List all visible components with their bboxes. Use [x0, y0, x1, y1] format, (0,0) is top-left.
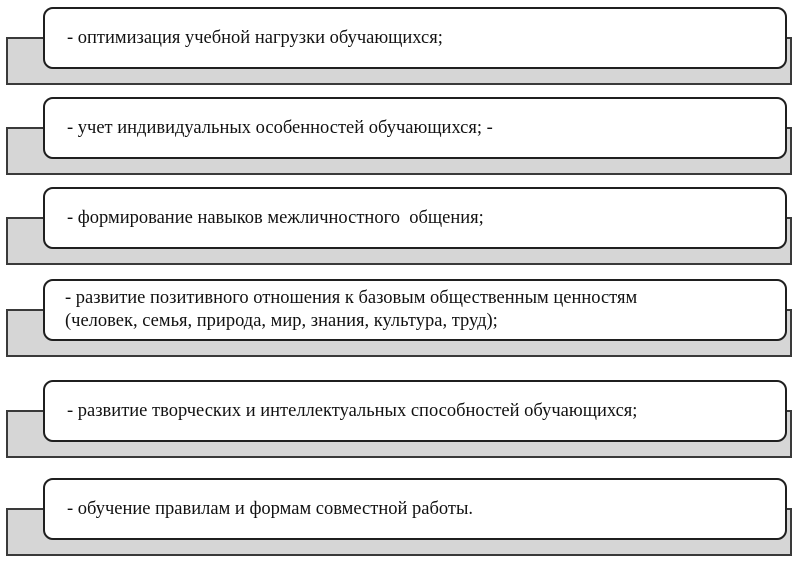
item-box [43, 7, 787, 69]
list-item-1 [0, 7, 800, 87]
list-item-2 [0, 97, 800, 177]
item-box [43, 97, 787, 159]
item-box [43, 187, 787, 249]
item-box [43, 478, 787, 540]
item-box [43, 380, 787, 442]
list-item-5 [0, 380, 800, 460]
item-text: - формирование навыков межличностного общения; [67, 207, 484, 228]
item-text: - обучение правилам и формам совместной работы. [67, 498, 474, 519]
item-text: - учет индивидуальных особенностей обучающихся; - [67, 117, 493, 138]
list-item-6 [0, 478, 800, 558]
item-text: - развитие творческих и интеллектуальных способностей обучающихся; [67, 400, 638, 421]
item-text: - развитие позитивного отношения к базовым общественным ценностям (человек, семья, природа, мир, знания, культура, труд); [65, 288, 638, 331]
item-text: - оптимизация учебной нагрузки обучающихся; [67, 27, 443, 48]
list-item-4 [0, 279, 800, 359]
list-item-3 [0, 187, 800, 267]
item-box [43, 279, 787, 341]
